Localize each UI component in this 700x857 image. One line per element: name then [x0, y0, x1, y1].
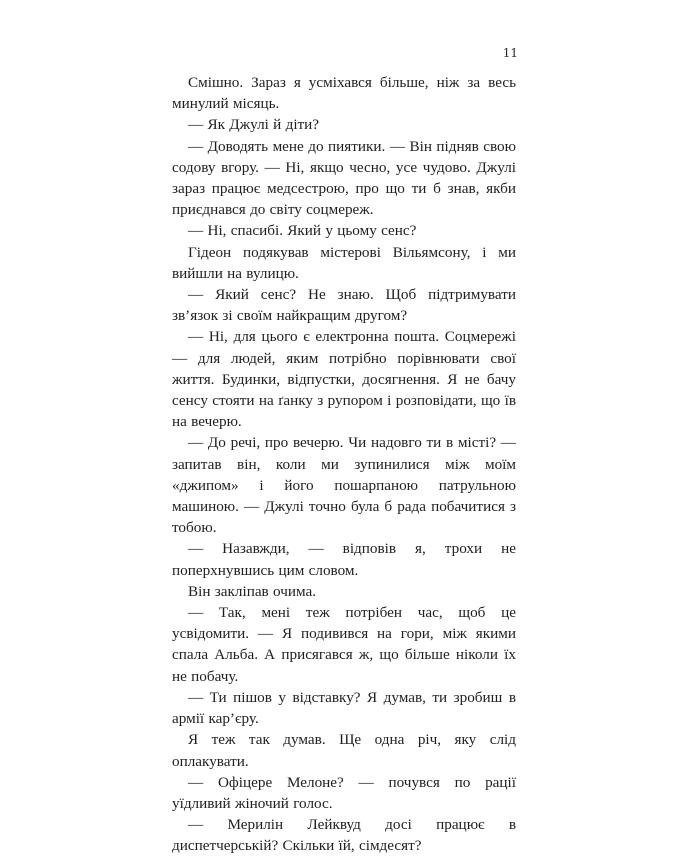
paragraph: — Як Джулі й діти? [188, 116, 320, 134]
paragraph: Він закліпав очима. [188, 582, 317, 600]
paragraph: — Офіцере Мелоне? — почувся по рації уїдливий жіночий голос. [172, 773, 516, 812]
paragraph: — До речі, про вечерю. Чи надовго ти в місті? — запитав він, коли ми зупинилися між моїм «джипом» і його пошарпаною патрульною машиною. — Джулі точно була б рада побачитися з тобою. [172, 434, 516, 537]
paragraph: — Мерилін Лейквуд досі працює в диспетчерській? Скільки їй, сімдесят? [172, 816, 516, 855]
paragraph: — Ні, для цього є електронна пошта. Соцмережі — для людей, яким потрібно порівнювати свої життя. Будинки, відпустки, досягнення. Я не бачу сенсу стояти на ґанку з рупором і розповідати, що їв на вечерю. [172, 328, 516, 431]
paragraph: — Доводять мене до пиятики. — Він підняв свою содову вгору. — Ні, якщо чесно, усе чудово. Джулі зараз працює медсестрою, про що ти б знав, якби приєднався до світу соцмереж. [172, 137, 516, 219]
paragraph: Я теж так думав. Ще одна річ, яку слід оплакувати. [172, 731, 516, 770]
paragraph: Смішно. Зараз я усміхався більше, ніж за весь минулий місяць. [172, 74, 516, 113]
paragraph: — Так, мені теж потрібен час, щоб це усвідомити. — Я подивився на гори, між якими спала Альба. А присягався ж, що більше ніколи їх не побачу. [172, 604, 516, 685]
page-number: 11 [502, 46, 518, 60]
body-text [172, 72, 516, 857]
paragraph: — Назавжди, — відповів я, трохи не поперхнувшись цим словом. [172, 540, 516, 579]
paragraph: — Ні, спасибі. Який у цьому сенс? [188, 222, 417, 240]
paragraph: Гідеон подякував містерові Вільямсону, і ми вийшли на вулицю. [172, 243, 516, 282]
paragraph: — Ти пішов у відставку? Я думав, ти зробиш в армії кар’єру. [172, 688, 516, 728]
paragraph: — Який сенс? Не знаю. Щоб підтримувати зв’язок зі своїм найкращим другом? [172, 286, 516, 325]
